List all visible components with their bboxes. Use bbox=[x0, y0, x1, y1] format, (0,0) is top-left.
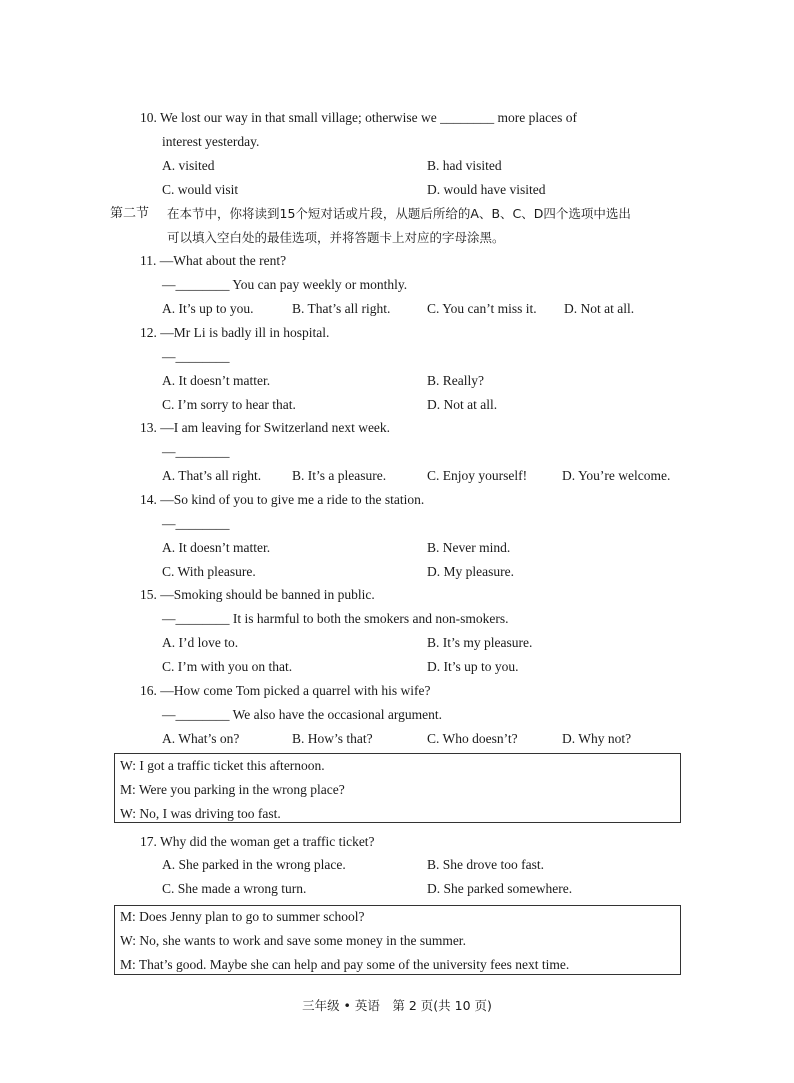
section-instructions-line2: 可以填入空白处的最佳选项，并将答题卡上对应的字母涂黑。 bbox=[167, 230, 505, 245]
q16-stem-line1: 16. —How come Tom picked a quarrel with his wife? bbox=[140, 683, 431, 698]
q15-option-b: B. It’s my pleasure. bbox=[427, 635, 533, 650]
section-heading: 第二节 bbox=[110, 206, 150, 221]
q10-option-c: C. would visit bbox=[162, 182, 239, 197]
q13-stem-line1: 13. —I am leaving for Switzerland next week. bbox=[140, 420, 391, 435]
q15-stem-line1: 15. —Smoking should be banned in public. bbox=[140, 587, 375, 602]
q14-option-b: B. Never mind. bbox=[427, 540, 511, 555]
q11-option-d: D. Not at all. bbox=[564, 301, 635, 316]
q12-option-b: B. Really? bbox=[427, 373, 484, 388]
q15-option-d: D. It’s up to you. bbox=[427, 659, 519, 674]
q10-stem-line2: interest yesterday. bbox=[162, 134, 260, 149]
dialog2-line1: M: Does Jenny plan to go to summer school? bbox=[120, 909, 365, 924]
dialog1-line1: W: I got a traffic ticket this afternoon. bbox=[120, 758, 325, 773]
q13-option-d: D. You’re welcome. bbox=[562, 468, 671, 483]
q12-option-d: D. Not at all. bbox=[427, 397, 498, 412]
q14-option-d: D. My pleasure. bbox=[427, 564, 514, 579]
q11-stem-line2: —________ You can pay weekly or monthly. bbox=[162, 277, 408, 292]
dialog2-line3: M: That’s good. Maybe she can help and pay some of the university fees next time. bbox=[120, 957, 570, 972]
q16-option-b: B. How’s that? bbox=[292, 731, 373, 746]
q16-option-d: D. Why not? bbox=[562, 731, 632, 746]
q11-option-b: B. That’s all right. bbox=[292, 301, 391, 316]
q12-option-c: C. I’m sorry to hear that. bbox=[162, 397, 296, 412]
dialog2-line2: W: No, she wants to work and save some money in the summer. bbox=[120, 933, 466, 948]
q16-stem-line2: —________ We also have the occasional argument. bbox=[162, 707, 442, 722]
q15-option-a: A. I’d love to. bbox=[162, 635, 239, 650]
q14-stem-line1: 14. —So kind of you to give me a ride to the station. bbox=[140, 492, 425, 507]
q11-stem-line1: 11. —What about the rent? bbox=[140, 253, 287, 268]
q12-stem-line1: 12. —Mr Li is badly ill in hospital. bbox=[140, 325, 330, 340]
q10-option-d: D. would have visited bbox=[427, 182, 546, 197]
q13-option-b: B. It’s a pleasure. bbox=[292, 468, 387, 483]
q14-option-a: A. It doesn’t matter. bbox=[162, 540, 271, 555]
q10-option-a: A. visited bbox=[162, 158, 215, 173]
q13-option-a: A. That’s all right. bbox=[162, 468, 262, 483]
q15-stem-line2: —________ It is harmful to both the smokers and non-smokers. bbox=[162, 611, 509, 626]
q17-option-b: B. She drove too fast. bbox=[427, 857, 544, 872]
q17-stem: 17. Why did the woman get a traffic ticket? bbox=[140, 834, 375, 849]
page-footer: 三年级 • 英语 第 2 页(共 10 页) bbox=[302, 998, 492, 1013]
q13-option-c: C. Enjoy yourself! bbox=[427, 468, 528, 483]
dialog1-line3: W: No, I was driving too fast. bbox=[120, 806, 281, 821]
q16-option-c: C. Who doesn’t? bbox=[427, 731, 518, 746]
q11-option-c: C. You can’t miss it. bbox=[427, 301, 537, 316]
q13-answer-blank: —________ bbox=[162, 444, 230, 459]
section-instructions-line1: 在本节中，你将读到15个短对话或片段，从题后所给的A、B、C、D四个选项中选出 bbox=[167, 206, 631, 221]
q14-option-c: C. With pleasure. bbox=[162, 564, 256, 579]
q17-option-c: C. She made a wrong turn. bbox=[162, 881, 307, 896]
q10-option-b: B. had visited bbox=[427, 158, 502, 173]
q16-option-a: A. What’s on? bbox=[162, 731, 240, 746]
q10-stem-line1: 10. We lost our way in that small village; otherwise we ________ more places of bbox=[140, 110, 577, 125]
q11-option-a: A. It’s up to you. bbox=[162, 301, 254, 316]
dialog1-line2: M: Were you parking in the wrong place? bbox=[120, 782, 345, 797]
q17-option-d: D. She parked somewhere. bbox=[427, 881, 573, 896]
q12-option-a: A. It doesn’t matter. bbox=[162, 373, 271, 388]
q17-option-a: A. She parked in the wrong place. bbox=[162, 857, 346, 872]
q15-option-c: C. I’m with you on that. bbox=[162, 659, 293, 674]
q12-answer-blank: —________ bbox=[162, 349, 230, 364]
q14-answer-blank: —________ bbox=[162, 516, 230, 531]
